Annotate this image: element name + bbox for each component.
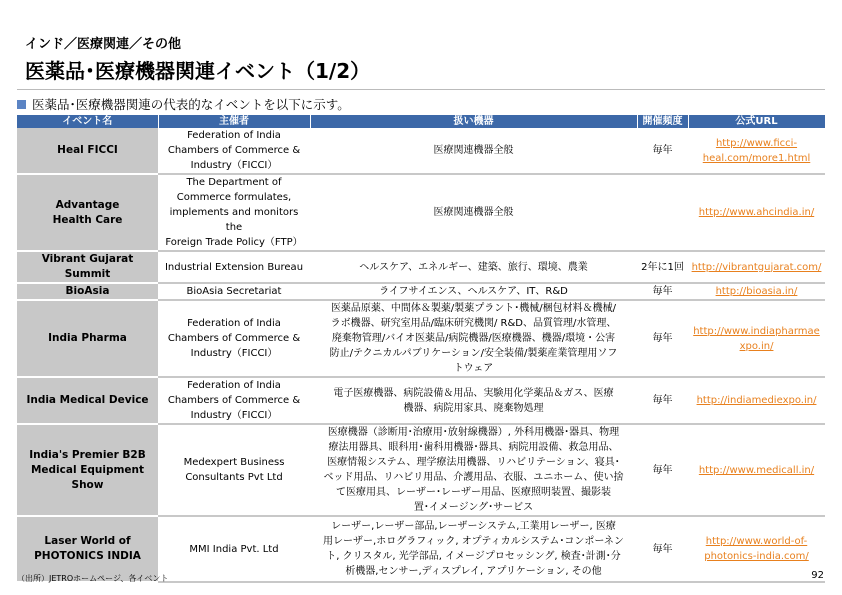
header-organizer: 主催者 bbox=[158, 115, 310, 128]
category-label: インド／医療関連／その他 bbox=[25, 37, 182, 52]
organizer: Industrial Extension Bureau bbox=[158, 251, 310, 283]
event-name: Vibrant Gujarat Summit bbox=[17, 251, 158, 283]
table-row bbox=[17, 377, 825, 424]
lead-label: 医薬品･医療機器関連の代表的なイベントを以下に示す。 bbox=[32, 97, 350, 112]
page-number: 92 bbox=[811, 570, 824, 581]
event-name: Laser World of PHOTONICS INDIA bbox=[17, 516, 158, 582]
organizer: The Department of Commerce formulates, implements and monitors the Foreign Trade Policy（FTP） bbox=[158, 174, 310, 251]
event-name: India's Premier B2B Medical Equipment Show bbox=[17, 424, 158, 516]
items: ヘルスケア、エネルギー、建築、旅行、環境、農業 bbox=[310, 251, 637, 283]
frequency: 2年に1回 bbox=[637, 251, 688, 283]
official-url-link[interactable]: http://www.indiapharmae xpo.in/ bbox=[693, 325, 820, 352]
event-name: India Pharma bbox=[17, 300, 158, 377]
page-title: 医薬品･医療機器関連イベント（1/2） bbox=[25, 59, 371, 83]
frequency: 毎年 bbox=[637, 377, 688, 424]
official-url-link[interactable]: http://bioasia.in/ bbox=[715, 286, 798, 297]
table-row bbox=[17, 424, 825, 516]
official-url-link[interactable]: http://indiamediexpo.in/ bbox=[696, 395, 817, 406]
items: ライフサイエンス、ヘルスケア、IT、R&D bbox=[310, 283, 637, 300]
official-url-link[interactable]: http://www.ficci- heal.com/more1.html bbox=[702, 137, 811, 164]
header-frequency: 開催頻度 bbox=[637, 115, 688, 128]
official-url-link[interactable]: http://www.world-of- photonics-india.com/ bbox=[704, 536, 809, 562]
frequency: 毎年 bbox=[637, 424, 688, 516]
organizer: Federation of India Chambers of Commerce & Industry（FICCI） bbox=[158, 300, 310, 377]
items: 医薬品原薬、中間体＆製薬/製薬プラント･機械/梱包材料＆機械/ ラボ機器、研究室用品/臨床研究機関/ R&D、品質管理/水管理、 廃棄物管理/バイオ医薬品/病院機器/医療機器、機器/環境・公害 防止/テクニカルパブリケーション/安全装備/製薬産業管理用ソフ トウェア bbox=[310, 300, 637, 377]
frequency: 毎年 bbox=[637, 283, 688, 300]
table-row bbox=[17, 300, 825, 377]
title-divider bbox=[17, 89, 825, 90]
organizer: BioAsia Secretariat bbox=[158, 283, 310, 300]
items: 医療関連機器全般 bbox=[310, 128, 637, 174]
source-note: （出所）JETROホームページ、各イベント bbox=[17, 574, 169, 583]
frequency: 毎年 bbox=[637, 516, 688, 582]
frequency bbox=[637, 174, 688, 251]
table-row bbox=[17, 251, 825, 283]
organizer: Medexpert Business Consultants Pvt Ltd bbox=[158, 424, 310, 516]
frequency: 毎年 bbox=[637, 300, 688, 377]
events-table bbox=[17, 115, 826, 583]
items: レーザー,レーザー部品,レーザーシステム,工業用レーザー, 医療 用レーザー,ホログラフィック, オプティカルシステム･コンポーネン ト, クリスタル, 光学部品, イメージプロセッシング, 検査･計測･分 析機器,センサー,ディスプレイ, アプリケーション, その他 bbox=[310, 516, 637, 582]
items: 医療関連機器全般 bbox=[310, 174, 637, 251]
event-name: Advantage Health Care bbox=[17, 174, 158, 251]
table-row bbox=[17, 128, 825, 174]
official-url-link[interactable]: http://www.medicall.in/ bbox=[698, 464, 815, 476]
frequency: 毎年 bbox=[637, 128, 688, 174]
official-url-link[interactable]: http://www.ahcindia.in/ bbox=[698, 207, 815, 218]
organizer: MMI India Pvt. Ltd bbox=[158, 516, 310, 582]
header-items: 扱い機器 bbox=[310, 115, 637, 128]
header-url: 公式URL bbox=[688, 115, 825, 128]
items: 電子医療機器、病院設備＆用品、実験用化学薬品＆ガス、医療 機器、病院用家具、廃棄物処理 bbox=[310, 377, 637, 424]
event-name: BioAsia bbox=[17, 283, 158, 300]
header-event-name: イベント名 bbox=[17, 115, 158, 128]
official-url-link[interactable]: http://vibrantgujarat.com/ bbox=[691, 261, 822, 273]
event-name: Heal FICCI bbox=[17, 128, 158, 174]
organizer: Federation of India Chambers of Commerce & Industry（FICCI） bbox=[158, 128, 310, 174]
event-name: India Medical Device bbox=[17, 377, 158, 424]
table-row bbox=[17, 283, 825, 300]
items: 医療機器（診断用･治療用･放射線機器）, 外科用機器･器具、物理 療法用器具、眼科用･歯科用機器･器具、病院用設備、救急用品、 医療情報システム、理学療法用機器、リハビリテーション、寝具･ ベッド用品、リハビリ用品、介護用品、衣服、ユニホーム、使い捨 て医療用具、レーザー･レーザー用品、医療照明装置、撮影装 置･イメージング･サービス bbox=[310, 424, 637, 516]
organizer: Federation of India Chambers of Commerce & Industry（FICCI） bbox=[158, 377, 310, 424]
bullet-square-icon bbox=[17, 100, 26, 109]
table-row bbox=[17, 174, 825, 251]
lead-text bbox=[17, 95, 350, 113]
